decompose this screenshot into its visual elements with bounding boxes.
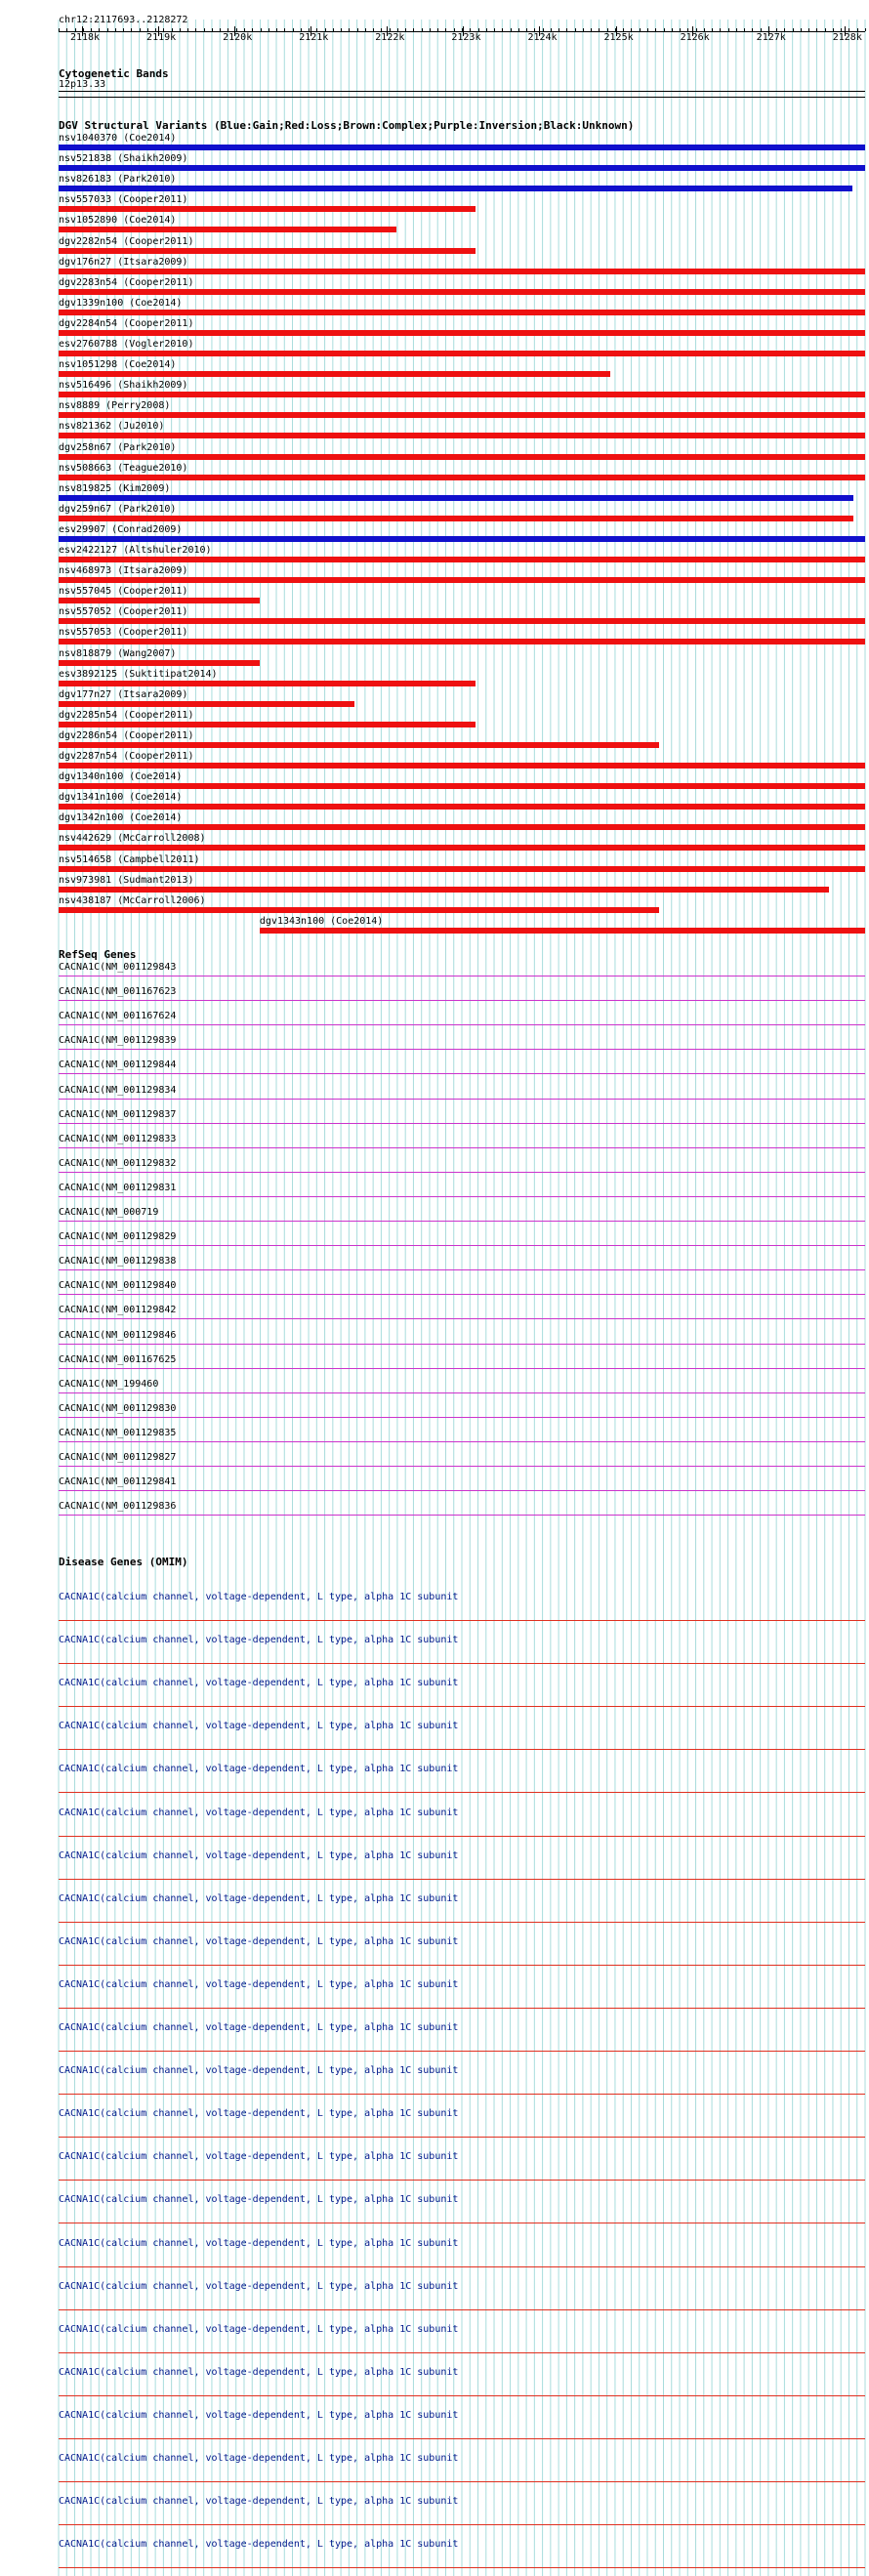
variant-bar[interactable]	[59, 866, 865, 872]
variant-label[interactable]: dgv1341n100 (Coe2014)	[59, 792, 183, 804]
disease-gene-label[interactable]: CACNA1C(calcium channel, voltage-dependent, L type, alpha 1C subunit	[59, 1807, 459, 1818]
variant-bar[interactable]	[59, 557, 865, 562]
gene-line[interactable]	[59, 1417, 865, 1418]
ruler-minor-tick	[808, 28, 809, 31]
variant-label[interactable]: nsv1051298 (Coe2014)	[59, 359, 177, 371]
ruler-minor-tick	[99, 28, 100, 31]
ruler-minor-tick	[373, 28, 374, 31]
variant-label[interactable]: nsv521838 (Shaikh2009)	[59, 153, 188, 165]
variant-bar[interactable]	[59, 907, 659, 913]
variant-bar[interactable]	[59, 227, 396, 232]
ruler-minor-tick	[647, 28, 648, 31]
ruler-minor-tick	[437, 28, 438, 31]
variant-label[interactable]: esv3892125 (Suktitipat2014)	[59, 668, 218, 680]
variant-label[interactable]: dgv176n27 (Itsara2009)	[59, 256, 188, 268]
ruler-minor-tick	[365, 28, 366, 31]
ruler-minor-tick	[696, 28, 697, 31]
variant-bar[interactable]	[59, 351, 865, 356]
variant-bar[interactable]	[59, 330, 865, 336]
ruler-tick-label: 2126k	[680, 32, 710, 43]
variant-bar[interactable]	[59, 824, 865, 830]
gene-label[interactable]: CACNA1C(NM_001167624	[59, 1011, 177, 1022]
gene-line[interactable]	[59, 1073, 865, 1074]
ruler-minor-tick	[566, 28, 567, 31]
ruler-minor-tick	[736, 28, 737, 31]
disease-gene-label[interactable]: CACNA1C(calcium channel, voltage-dependent, L type, alpha 1C subunit	[59, 1849, 459, 1861]
gene-label[interactable]: CACNA1C(NM_001129842	[59, 1305, 177, 1316]
variant-label[interactable]: nsv818879 (Wang2007)	[59, 647, 177, 659]
variant-label[interactable]: dgv2284n54 (Cooper2011)	[59, 317, 194, 329]
disease-gene-label[interactable]: CACNA1C(calcium channel, voltage-dependent, L type, alpha 1C subunit	[59, 1764, 459, 1775]
variant-bar[interactable]	[59, 660, 260, 666]
disease-gene-line[interactable]	[59, 2524, 865, 2525]
disease-gene-line[interactable]	[59, 1879, 865, 1880]
variant-label[interactable]: esv2760788 (Vogler2010)	[59, 339, 194, 350]
ruler-minor-tick	[220, 28, 221, 31]
gene-line[interactable]	[59, 1515, 865, 1516]
disease-gene-label[interactable]: CACNA1C(calcium channel, voltage-dependent, L type, alpha 1C subunit	[59, 2496, 459, 2508]
variant-bar[interactable]	[59, 454, 865, 460]
variant-bar[interactable]	[59, 516, 853, 521]
disease-gene-line[interactable]	[59, 2395, 865, 2396]
gene-line[interactable]	[59, 1123, 865, 1124]
ruler-minor-tick	[575, 28, 576, 31]
disease-gene-line[interactable]	[59, 2309, 865, 2310]
disease-gene-line[interactable]	[59, 1663, 865, 1664]
disease-gene-line[interactable]	[59, 2137, 865, 2138]
ruler-minor-tick	[301, 28, 302, 31]
variant-bar[interactable]	[59, 639, 865, 644]
disease-gene-line[interactable]	[59, 2266, 865, 2267]
gene-label[interactable]: CACNA1C(NM_001129840	[59, 1280, 177, 1292]
variant-bar[interactable]	[59, 392, 865, 397]
variant-label[interactable]: nsv557045 (Cooper2011)	[59, 586, 188, 598]
ruler-minor-tick	[784, 28, 785, 31]
ruler-minor-tick	[486, 28, 487, 31]
gene-line[interactable]	[59, 1490, 865, 1491]
disease-gene-label[interactable]: CACNA1C(calcium channel, voltage-dependent, L type, alpha 1C subunit	[59, 1678, 459, 1689]
ruler-minor-tick	[357, 28, 358, 31]
ruler-minor-tick	[236, 28, 237, 31]
disease-gene-label[interactable]: CACNA1C(calcium channel, voltage-dependent, L type, alpha 1C subunit	[59, 2453, 459, 2464]
gene-line[interactable]	[59, 1441, 865, 1442]
ruler-minor-tick	[454, 28, 455, 31]
variant-bar[interactable]	[59, 206, 476, 212]
ruler-minor-tick	[147, 28, 148, 31]
gene-label[interactable]: CACNA1C(NM_001129843	[59, 962, 177, 973]
disease-gene-label[interactable]: CACNA1C(calcium channel, voltage-dependent, L type, alpha 1C subunit	[59, 1592, 459, 1602]
variant-bar[interactable]	[59, 269, 865, 274]
ruler-minor-tick	[430, 28, 431, 31]
disease-gene-label[interactable]: CACNA1C(calcium channel, voltage-dependent, L type, alpha 1C subunit	[59, 2409, 459, 2421]
variant-bar[interactable]	[59, 763, 865, 769]
variant-bar[interactable]	[59, 248, 476, 254]
variant-bar[interactable]	[59, 165, 865, 171]
gene-label[interactable]: CACNA1C(NM_001129846	[59, 1329, 177, 1341]
gene-line[interactable]	[59, 1196, 865, 1197]
disease-gene-label[interactable]: CACNA1C(calcium channel, voltage-dependent, L type, alpha 1C subunit	[59, 1978, 459, 1990]
disease-gene-label[interactable]: CACNA1C(calcium channel, voltage-dependent, L type, alpha 1C subunit	[59, 1892, 459, 1904]
disease-gene-line[interactable]	[59, 1620, 865, 1621]
ruler-minor-tick	[390, 28, 391, 31]
variant-label[interactable]: dgv2283n54 (Cooper2011)	[59, 276, 194, 288]
ruler-minor-tick	[607, 28, 608, 31]
variant-bar[interactable]	[59, 722, 476, 727]
variant-label[interactable]: dgv2282n54 (Cooper2011)	[59, 235, 194, 247]
ruler-minor-tick	[59, 28, 60, 31]
ruler-tick-label: 2128k	[832, 32, 862, 43]
ruler-minor-tick	[793, 28, 794, 31]
gene-label[interactable]: CACNA1C(NM_001129841	[59, 1476, 177, 1488]
gene-line[interactable]	[59, 1368, 865, 1369]
variant-label[interactable]: nsv1040370 (Coe2014)	[59, 133, 177, 144]
ruler-minor-tick	[761, 28, 762, 31]
ruler-minor-tick	[752, 28, 753, 31]
variant-label[interactable]: dgv177n27 (Itsara2009)	[59, 688, 188, 700]
ruler-minor-tick	[349, 28, 350, 31]
refseq-track-title: RefSeq Genes	[59, 948, 137, 961]
ruler-minor-tick	[833, 28, 834, 31]
ruler-minor-tick	[640, 28, 641, 31]
variant-label[interactable]: nsv819825 (Kim2009)	[59, 482, 171, 494]
ruler-minor-tick	[91, 28, 92, 31]
disease-gene-label[interactable]: CACNA1C(calcium channel, voltage-dependent, L type, alpha 1C subunit	[59, 2065, 459, 2077]
variant-bar[interactable]	[59, 310, 865, 315]
ruler-minor-tick	[131, 28, 132, 31]
ruler-tick-label: 2125k	[603, 32, 634, 43]
gene-label[interactable]: CACNA1C(NM_199460	[59, 1378, 159, 1390]
variant-bar[interactable]	[59, 598, 260, 603]
variant-label[interactable]: dgv1342n100 (Coe2014)	[59, 812, 183, 824]
ruler-minor-tick	[704, 28, 705, 31]
variant-bar[interactable]	[59, 536, 865, 542]
ruler-minor-tick	[687, 28, 688, 31]
ruler-minor-tick	[180, 28, 181, 31]
ruler-minor-tick	[551, 28, 552, 31]
disease-gene-label[interactable]: CACNA1C(calcium channel, voltage-dependent, L type, alpha 1C subunit	[59, 2151, 459, 2163]
gene-label[interactable]: CACNA1C(NM_001129833	[59, 1133, 177, 1144]
ruler-minor-tick	[163, 28, 164, 31]
variant-bar[interactable]	[59, 681, 476, 686]
ruler-minor-tick	[712, 28, 713, 31]
variant-label[interactable]: dgv1339n100 (Coe2014)	[59, 297, 183, 309]
ruler-minor-tick	[333, 28, 334, 31]
ruler-minor-tick	[591, 28, 592, 31]
gene-line[interactable]	[59, 1172, 865, 1173]
ruler-minor-tick	[195, 28, 196, 31]
variant-bar[interactable]	[59, 618, 865, 624]
ruler-minor-tick	[405, 28, 406, 31]
ruler-minor-tick	[470, 28, 471, 31]
disease-gene-line[interactable]	[59, 2180, 865, 2181]
disease-gene-line[interactable]	[59, 2438, 865, 2439]
ruler-tick-label: 2118k	[69, 32, 101, 43]
ruler-minor-tick	[316, 28, 317, 31]
variant-label[interactable]: nsv516496 (Shaikh2009)	[59, 380, 188, 392]
disease-gene-label[interactable]: CACNA1C(calcium channel, voltage-dependent, L type, alpha 1C subunit	[59, 2539, 459, 2551]
variant-bar[interactable]	[59, 289, 865, 295]
gene-label[interactable]: CACNA1C(NM_000719	[59, 1207, 159, 1218]
variant-bar[interactable]	[59, 804, 865, 810]
ruler-minor-tick	[680, 28, 681, 31]
cytoband-line-2	[59, 97, 865, 98]
gene-label[interactable]: CACNA1C(NM_001167625	[59, 1353, 177, 1365]
ruler-minor-tick	[66, 28, 67, 31]
ruler-minor-tick	[841, 28, 842, 31]
gene-label[interactable]: CACNA1C(NM_001129832	[59, 1157, 177, 1169]
gene-label[interactable]: CACNA1C(NM_001129835	[59, 1427, 177, 1438]
gene-label[interactable]: CACNA1C(NM_001129844	[59, 1059, 177, 1071]
gene-line[interactable]	[59, 1392, 865, 1393]
ruler-minor-tick	[816, 28, 817, 31]
variant-label[interactable]: esv2422127 (Altshuler2010)	[59, 545, 212, 556]
cytoband-line-1	[59, 91, 865, 92]
gene-label[interactable]: CACNA1C(NM_001129830	[59, 1402, 177, 1414]
ruler-minor-tick	[422, 28, 423, 31]
gene-label[interactable]: CACNA1C(NM_001129829	[59, 1231, 177, 1243]
ruler-tick-label: 2121k	[299, 32, 329, 43]
ruler-tick-label: 2127k	[756, 32, 786, 43]
ruler-minor-tick	[413, 28, 414, 31]
variant-label[interactable]: nsv8889 (Perry2008)	[59, 400, 171, 412]
ruler-minor-tick	[381, 28, 382, 31]
variant-label[interactable]: dgv1343n100 (Coe2014)	[259, 915, 384, 927]
disease-gene-line[interactable]	[59, 1792, 865, 1793]
disease-gene-line[interactable]	[59, 2567, 865, 2568]
variant-label[interactable]: nsv438187 (McCarroll2006)	[59, 894, 206, 906]
ruler-minor-tick	[212, 28, 213, 31]
variant-bar[interactable]	[59, 433, 865, 438]
variant-label[interactable]: dgv2285n54 (Cooper2011)	[59, 709, 194, 721]
disease-gene-line[interactable]	[59, 1922, 865, 1923]
ruler-minor-tick	[445, 28, 446, 31]
disease-gene-line[interactable]	[59, 2051, 865, 2052]
variant-bar[interactable]	[59, 845, 865, 851]
disease-gene-label[interactable]: CACNA1C(calcium channel, voltage-dependent, L type, alpha 1C subunit	[59, 2108, 459, 2120]
ruler-minor-tick	[848, 28, 849, 31]
gene-line[interactable]	[59, 1024, 865, 1025]
disease-gene-label[interactable]: CACNA1C(calcium channel, voltage-dependent, L type, alpha 1C subunit	[59, 2366, 459, 2378]
disease-gene-label[interactable]: CACNA1C(calcium channel, voltage-dependent, L type, alpha 1C subunit	[59, 2237, 459, 2249]
ruler-tick-label: 2120k	[223, 32, 253, 43]
ruler-minor-tick	[534, 28, 535, 31]
variant-label[interactable]: nsv514658 (Campbell2011)	[59, 853, 200, 865]
disease-gene-label[interactable]: CACNA1C(calcium channel, voltage-dependent, L type, alpha 1C subunit	[59, 1935, 459, 1947]
cytoband-track-title: Cytogenetic Bands	[59, 67, 169, 80]
variant-label[interactable]: nsv826183 (Park2010)	[59, 174, 177, 186]
variant-bar[interactable]	[59, 495, 853, 501]
ruler-minor-tick	[494, 28, 495, 31]
ruler-minor-tick	[502, 28, 503, 31]
ruler-minor-tick	[623, 28, 624, 31]
ruler-minor-tick	[293, 28, 294, 31]
gene-line[interactable]	[59, 1269, 865, 1270]
disease-gene-line[interactable]	[59, 2094, 865, 2095]
ruler-minor-tick	[107, 28, 108, 31]
ruler-minor-tick	[244, 28, 245, 31]
gene-line[interactable]	[59, 1147, 865, 1148]
ruler-minor-tick	[261, 28, 262, 31]
variant-label[interactable]: nsv557053 (Cooper2011)	[59, 627, 188, 639]
variant-label[interactable]: nsv557052 (Cooper2011)	[59, 606, 188, 618]
gene-line[interactable]	[59, 1318, 865, 1319]
variant-label[interactable]: nsv442629 (McCarroll2008)	[59, 833, 206, 845]
gene-line[interactable]	[59, 1466, 865, 1467]
ruler-minor-tick	[115, 28, 116, 31]
ruler-minor-tick	[75, 28, 76, 31]
disease-gene-label[interactable]: CACNA1C(calcium channel, voltage-dependent, L type, alpha 1C subunit	[59, 2022, 459, 2033]
disease-gene-line[interactable]	[59, 1836, 865, 1837]
disease-gene-label[interactable]: CACNA1C(calcium channel, voltage-dependent, L type, alpha 1C subunit	[59, 2194, 459, 2206]
disease-gene-line[interactable]	[59, 1965, 865, 1966]
ruler-minor-tick	[825, 28, 826, 31]
variant-label[interactable]: nsv821362 (Ju2010)	[59, 421, 165, 433]
variant-label[interactable]: dgv258n67 (Park2010)	[59, 441, 177, 453]
ruler-minor-tick	[631, 28, 632, 31]
ruler-tick-label: 2124k	[527, 32, 558, 43]
disease-gene-label[interactable]: CACNA1C(calcium channel, voltage-dependent, L type, alpha 1C subunit	[59, 2323, 459, 2335]
variant-label[interactable]: nsv508663 (Teague2010)	[59, 462, 188, 474]
variant-bar[interactable]	[59, 742, 659, 748]
ruler-minor-tick	[123, 28, 124, 31]
variant-label[interactable]: dgv1340n100 (Coe2014)	[59, 771, 183, 783]
variant-label[interactable]: dgv2286n54 (Cooper2011)	[59, 729, 194, 741]
variant-bar[interactable]	[59, 783, 865, 789]
dgv-track-title: DGV Structural Variants (Blue:Gain;Red:Loss;Brown:Complex;Purple:Inversion;Black:Unknown)	[59, 119, 635, 132]
ruler-minor-tick	[583, 28, 584, 31]
ruler-minor-tick	[187, 28, 188, 31]
ruler-minor-tick	[284, 28, 285, 31]
disease-gene-line[interactable]	[59, 2352, 865, 2353]
variant-bar[interactable]	[59, 186, 852, 191]
gene-line[interactable]	[59, 1344, 865, 1345]
ruler-minor-tick	[155, 28, 156, 31]
coordinate-label: chr12:2117693..2128272	[59, 15, 188, 25]
variant-label[interactable]: nsv557033 (Cooper2011)	[59, 194, 188, 206]
variant-bar[interactable]	[59, 577, 865, 583]
ruler-minor-tick	[478, 28, 479, 31]
gene-label[interactable]: CACNA1C(NM_001129836	[59, 1501, 177, 1513]
ruler-minor-tick	[728, 28, 729, 31]
ruler-minor-tick	[744, 28, 745, 31]
ruler-minor-tick	[397, 28, 398, 31]
ruler-minor-tick	[276, 28, 277, 31]
ruler-minor-tick	[309, 28, 310, 31]
gene-line[interactable]	[59, 1245, 865, 1246]
ruler-minor-tick	[655, 28, 656, 31]
disease-gene-line[interactable]	[59, 2481, 865, 2482]
variant-label[interactable]: nsv973981 (Sudmant2013)	[59, 874, 194, 886]
disease-gene-label[interactable]: CACNA1C(calcium channel, voltage-dependent, L type, alpha 1C subunit	[59, 1721, 459, 1732]
ruler-minor-tick	[518, 28, 519, 31]
gene-line[interactable]	[59, 1221, 865, 1222]
ruler-tick-label: 2123k	[451, 32, 481, 43]
ruler-minor-tick	[720, 28, 721, 31]
ruler-minor-tick	[865, 28, 866, 31]
gene-label[interactable]: CACNA1C(NM_001129837	[59, 1108, 177, 1120]
cytoband-label: 12p13.33	[59, 79, 106, 90]
variant-bar[interactable]	[59, 887, 829, 893]
ruler-minor-tick	[140, 28, 141, 31]
ruler-minor-tick	[801, 28, 802, 31]
ruler-minor-tick	[672, 28, 673, 31]
variant-bar[interactable]	[59, 412, 865, 418]
ruler-tick-label: 2119k	[146, 32, 177, 43]
gene-label[interactable]: CACNA1C(NM_001129838	[59, 1256, 177, 1267]
disease-gene-label[interactable]: CACNA1C(calcium channel, voltage-dependent, L type, alpha 1C subunit	[59, 2280, 459, 2292]
disease-gene-line[interactable]	[59, 1749, 865, 1750]
ruler-minor-tick	[204, 28, 205, 31]
gene-label[interactable]: CACNA1C(NM_001129827	[59, 1452, 177, 1463]
variant-bar[interactable]	[59, 371, 610, 377]
variant-bar[interactable]	[59, 145, 865, 150]
gene-line[interactable]	[59, 1294, 865, 1295]
ruler-tick-label: 2122k	[375, 32, 405, 43]
ruler-minor-tick	[172, 28, 173, 31]
variant-label[interactable]: nsv468973 (Itsara2009)	[59, 565, 188, 577]
disease-gene-label[interactable]: CACNA1C(calcium channel, voltage-dependent, L type, alpha 1C subunit	[59, 1635, 459, 1646]
gene-line[interactable]	[59, 1099, 865, 1100]
gene-line[interactable]	[59, 1049, 865, 1050]
disease-gene-line[interactable]	[59, 2008, 865, 2009]
ruler-minor-tick	[252, 28, 253, 31]
ruler-minor-tick	[543, 28, 544, 31]
gene-label[interactable]: CACNA1C(NM_001129834	[59, 1084, 177, 1096]
gene-line[interactable]	[59, 1000, 865, 1001]
gene-label[interactable]: CACNA1C(NM_001129839	[59, 1035, 177, 1047]
variant-bar[interactable]	[59, 701, 354, 707]
variant-label[interactable]: esv29907 (Conrad2009)	[59, 523, 183, 535]
ruler-minor-tick	[776, 28, 777, 31]
ruler-minor-tick	[526, 28, 527, 31]
disease-gene-line[interactable]	[59, 1706, 865, 1707]
omim-track-title: Disease Genes (OMIM)	[59, 1556, 188, 1568]
ruler-minor-tick	[341, 28, 342, 31]
variant-label[interactable]: dgv259n67 (Park2010)	[59, 503, 177, 515]
ruler-minor-tick	[325, 28, 326, 31]
ruler-minor-tick	[511, 28, 512, 31]
variant-bar[interactable]	[59, 475, 865, 480]
gene-label[interactable]: CACNA1C(NM_001129831	[59, 1182, 177, 1193]
ruler-minor-tick	[599, 28, 600, 31]
variant-label[interactable]: nsv1052890 (Coe2014)	[59, 215, 177, 227]
variant-label[interactable]: dgv2287n54 (Cooper2011)	[59, 751, 194, 762]
gene-label[interactable]: CACNA1C(NM_001167623	[59, 986, 177, 998]
variant-bar[interactable]	[260, 928, 865, 934]
ruler-minor-tick	[664, 28, 665, 31]
ruler-minor-tick	[857, 28, 858, 31]
